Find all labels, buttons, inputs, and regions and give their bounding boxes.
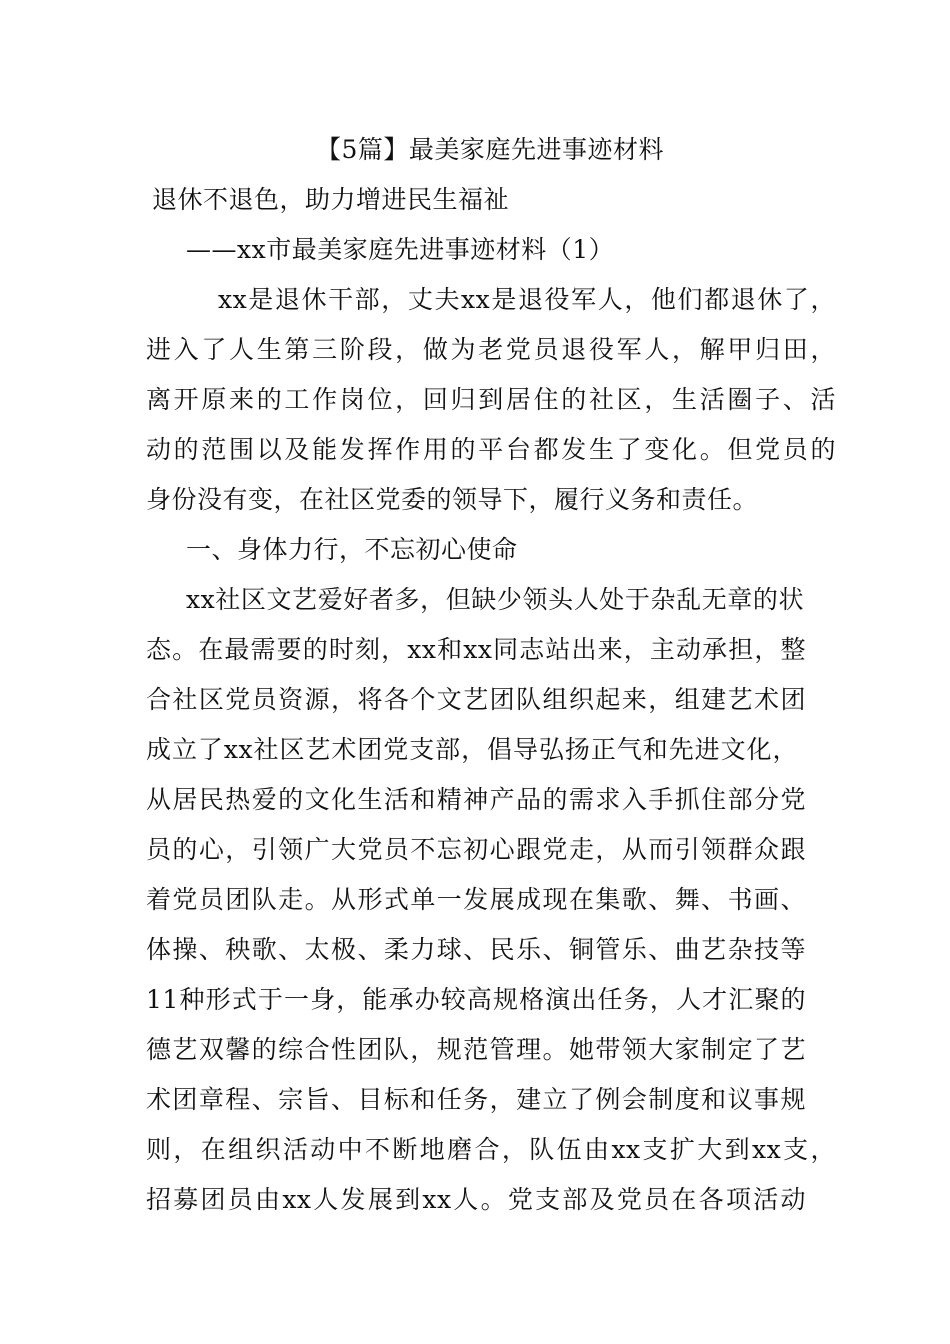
paragraph-line: 离开原来的工作岗位，回归到居住的社区，生活圈子、活 [146,385,836,414]
paragraph-line: 则，在组织活动中不断地磨合，队伍由xx支扩大到xx支， [146,1135,836,1164]
paragraph-line: 德艺双馨的综合性团队，规范管理。她带领大家制定了艺 [146,1035,806,1064]
document-title: 【5篇】最美家庭先进事迹材料 [316,135,664,164]
paragraph-line: xx是退休干部，丈夫xx是退役军人，他们都退休了， [218,285,836,314]
document-byline: ——xx市最美家庭先进事迹材料（1） [186,235,615,264]
paragraph-line: 态。在最需要的时刻，xx和xx同志站出来，主动承担，整 [146,635,806,664]
paragraph-line: 身份没有变，在社区党委的领导下，履行义务和责任。 [146,485,759,514]
paragraph-line: xx社区文艺爱好者多，但缺少领头人处于杂乱无章的状 [186,585,804,614]
paragraph-line: 进入了人生第三阶段，做为老党员退役军人，解甲归田， [146,335,836,364]
paragraph-line: 着党员团队走。从形式单一发展成现在集歌、舞、书画、 [146,885,806,914]
paragraph-line: 招募团员由xx人发展到xx人。党支部及党员在各项活动 [146,1185,806,1214]
document-subtitle: 退休不退色，助力增进民生福祉 [152,185,510,214]
paragraph-line: 11种形式于一身，能承办较高规格演出任务，人才汇聚的 [146,985,806,1014]
paragraph-line: 员的心，引领广大党员不忘初心跟党走，从而引领群众跟 [146,835,806,864]
paragraph-line: 动的范围以及能发挥作用的平台都发生了变化。但党员的 [146,435,836,464]
paragraph-line: 术团章程、宗旨、目标和任务，建立了例会制度和议事规 [146,1085,806,1114]
paragraph-line: 从居民热爱的文化生活和精神产品的需求入手抓住部分党 [146,785,806,814]
paragraph-line: 体操、秧歌、太极、柔力球、民乐、铜管乐、曲艺杂技等 [146,935,806,964]
section-heading: 一、身体力行，不忘初心使命 [186,535,518,564]
paragraph-line: 成立了xx社区艺术团党支部，倡导弘扬正气和先进文化， [146,735,798,764]
paragraph-line: 合社区党员资源，将各个文艺团队组织起来，组建艺术团 [146,685,806,714]
